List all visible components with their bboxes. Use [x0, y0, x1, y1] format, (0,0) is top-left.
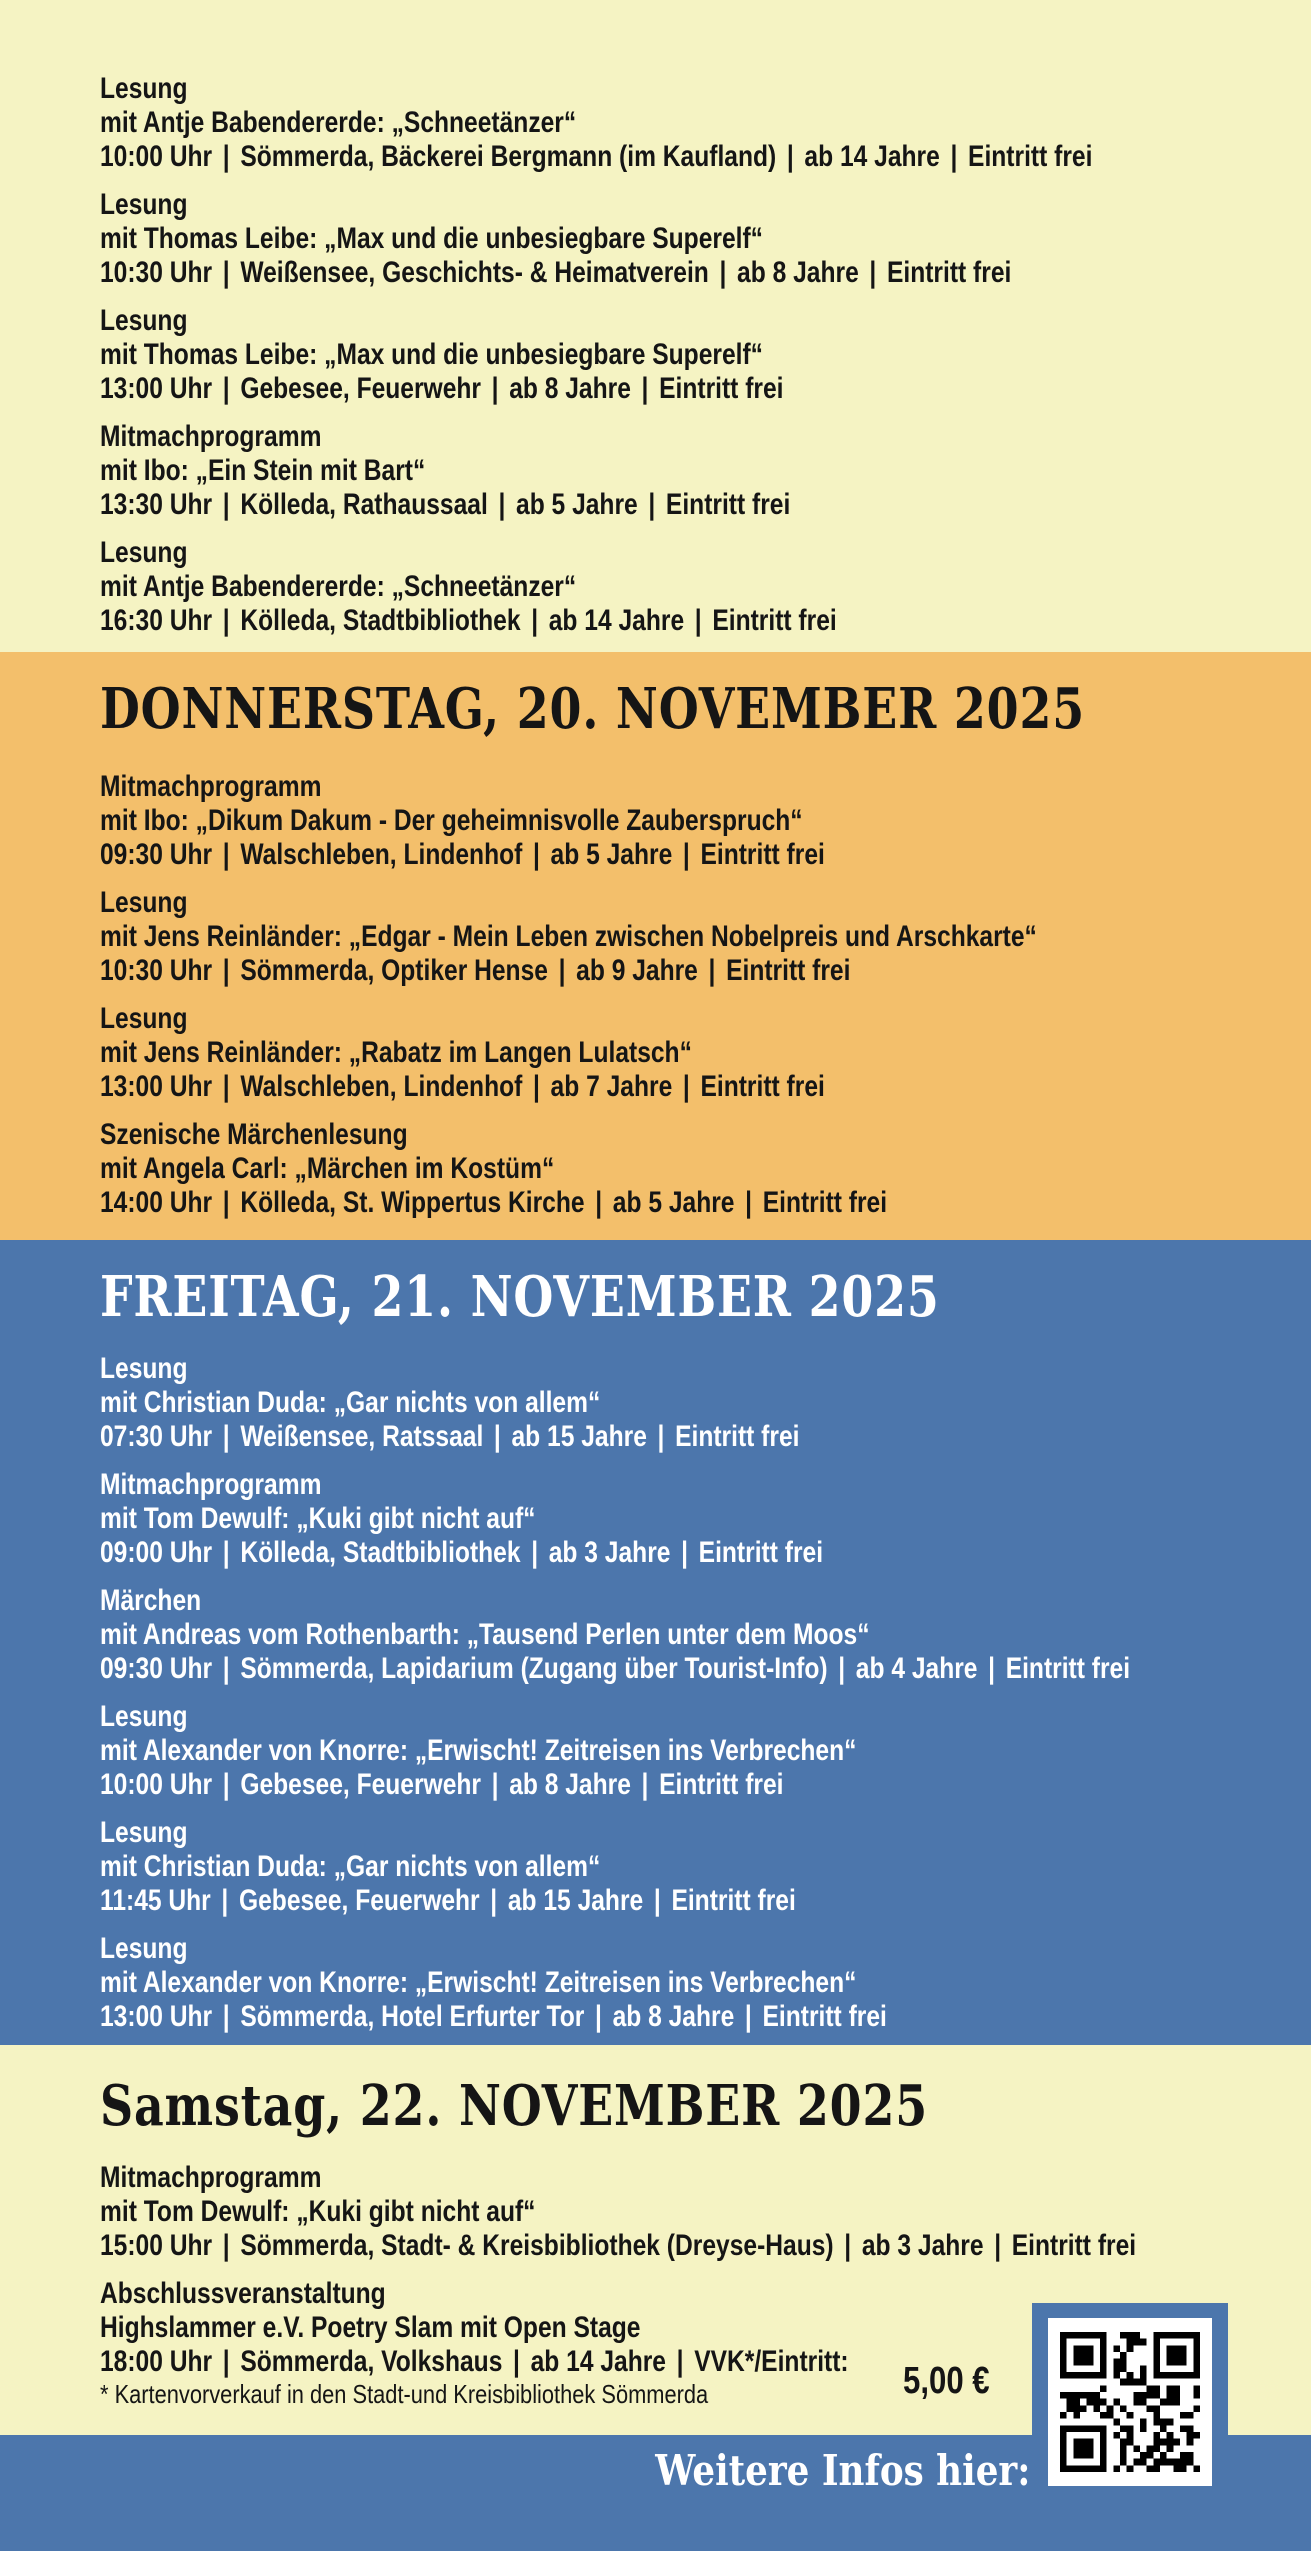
event-title: mit Christian Duda: „Gar nichts von allem“: [100, 1850, 601, 1883]
event-price: Eintritt frei: [968, 140, 1093, 173]
event-location: Weißensee, Geschichts- & Heimatverein: [240, 256, 709, 289]
event-location: Gebesee, Feuerwehr: [240, 372, 481, 405]
pipe-separator: |: [491, 372, 499, 405]
event-price: Eintritt frei: [665, 488, 791, 521]
event-category: Lesung: [100, 536, 188, 569]
event-details: [100, 1420, 799, 1454]
section-friday: [0, 1240, 1311, 2045]
pipe-separator: |: [531, 1536, 539, 1569]
day-header: Samstag, 22. NOVEMBER 2025: [100, 2073, 928, 2139]
pipe-separator: |: [869, 256, 877, 289]
event-age: ab 3 Jahre: [548, 1536, 671, 1569]
event-title-line: [100, 1152, 1311, 1186]
event-details-line: [100, 1420, 1311, 1454]
event-age: ab 14 Jahre: [804, 140, 940, 173]
event-title-line: [100, 1734, 1311, 1768]
event-age: ab 8 Jahre: [612, 2000, 735, 2033]
event-price: Eintritt frei: [698, 1536, 824, 1569]
event-details: [100, 1536, 823, 1570]
event-time: 09:30 Uhr: [100, 838, 213, 871]
event-details: [100, 488, 790, 522]
event-location: Sömmerda, Bäckerei Bergmann (im Kaufland): [240, 140, 777, 173]
event-details-line: [100, 372, 1311, 406]
event-details-line: [100, 604, 1311, 638]
pipe-separator: |: [222, 1768, 230, 1801]
pipe-separator: |: [641, 372, 649, 405]
event-title: mit Ibo: „Ein Stein mit Bart“: [100, 454, 426, 487]
event-category-line: [100, 1584, 1311, 1618]
event-item: [100, 72, 1311, 174]
event-details: [100, 2229, 1136, 2263]
event-price: VVK*/Eintritt:: [694, 2345, 849, 2378]
event-title-line: [100, 1502, 1311, 1536]
event-location: Kölleda, Rathaussaal: [240, 488, 488, 521]
event-age: ab 5 Jahre: [516, 488, 638, 521]
event-price: Eintritt frei: [1011, 2229, 1137, 2262]
event-time: 18:00 Uhr: [100, 2345, 213, 2378]
event-age: ab 8 Jahre: [737, 256, 859, 289]
pipe-separator: |: [222, 2229, 230, 2262]
event-category-line: [100, 886, 1311, 920]
event-category-line: [100, 72, 1311, 106]
event-title: Highslammer e.V. Poetry Slam mit Open Stage: [100, 2311, 641, 2344]
event-details-line: [100, 256, 1311, 290]
event-title-line: [100, 106, 1311, 140]
pipe-separator: |: [221, 1884, 229, 1917]
pipe-separator: |: [694, 604, 702, 637]
event-list: [0, 0, 1311, 638]
event-item: [100, 1118, 1311, 1220]
event-title-line: [100, 1850, 1311, 1884]
qr-code-image: [1060, 2332, 1200, 2472]
event-list: [0, 740, 1311, 1220]
day-header: FREITAG, 21. NOVEMBER 2025: [100, 1264, 940, 1330]
event-title: mit Antje Babendererde: „Schneetänzer“: [100, 106, 577, 139]
event-details: [100, 838, 825, 872]
event-title: mit Tom Dewulf: „Kuki gibt nicht auf“: [100, 2195, 536, 2228]
event-title-line: [100, 454, 1311, 488]
event-age: ab 8 Jahre: [509, 1768, 631, 1801]
event-category-line: [100, 1700, 1311, 1734]
event-item: [100, 1002, 1311, 1104]
event-category-line: [100, 770, 1311, 804]
event-category: Lesung: [100, 1932, 188, 1965]
event-time: 13:00 Uhr: [100, 1070, 213, 1103]
event-time: 14:00 Uhr: [100, 1186, 213, 1219]
pipe-separator: |: [222, 1186, 230, 1219]
event-title-line: [100, 1036, 1311, 1070]
event-item: [100, 2161, 1311, 2263]
event-price: Eintritt frei: [659, 372, 784, 405]
event-location: Kölleda, Stadtbibliothek: [240, 604, 521, 637]
pipe-separator: |: [222, 838, 230, 871]
event-details-line: [100, 1070, 1311, 1104]
event-age: ab 7 Jahre: [550, 1070, 673, 1103]
event-details: [100, 954, 850, 988]
event-title-line: [100, 804, 1311, 838]
event-details: [100, 2000, 887, 2034]
pipe-separator: |: [786, 140, 794, 173]
event-title: mit Christian Duda: „Gar nichts von allem“: [100, 1386, 601, 1419]
event-title-line: [100, 920, 1311, 954]
event-title: mit Alexander von Knorre: „Erwischt! Zeitreisen ins Verbrechen“: [100, 1966, 857, 1999]
event-price: Eintritt frei: [886, 256, 1012, 289]
event-category-line: [100, 2161, 1311, 2195]
event-item: [100, 1932, 1311, 2034]
event-category: Lesung: [100, 886, 188, 919]
event-category: Lesung: [100, 188, 188, 221]
section-wednesday-continued: [0, 0, 1311, 652]
event-time: 10:00 Uhr: [100, 1768, 213, 1801]
event-category: Mitmachprogramm: [100, 420, 322, 453]
pipe-separator: |: [222, 1536, 230, 1569]
event-time: 13:00 Uhr: [100, 372, 213, 405]
pipe-separator: |: [681, 1536, 689, 1569]
event-details: [100, 1070, 825, 1104]
event-age: ab 14 Jahre: [530, 2345, 666, 2378]
event-price: Eintritt frei: [1005, 1652, 1131, 1685]
pipe-separator: |: [532, 1070, 540, 1103]
pipe-separator: |: [222, 488, 230, 521]
event-title-line: [100, 1618, 1311, 1652]
event-title: mit Jens Reinländer: „Rabatz im Langen Lulatsch“: [100, 1036, 692, 1069]
event-location: Walschleben, Lindenhof: [240, 838, 523, 871]
event-details: [100, 2345, 849, 2379]
event-details: [100, 1884, 796, 1918]
event-item: [100, 420, 1311, 522]
pipe-separator: |: [595, 2000, 602, 2033]
pipe-separator: |: [222, 1652, 230, 1685]
event-details: [100, 1186, 887, 1220]
event-location: Sömmerda, Volkshaus: [240, 2345, 503, 2378]
event-age: ab 3 Jahre: [861, 2229, 984, 2262]
event-location: Sömmerda, Stadt- & Kreisbibliothek (Dreyse-Haus): [240, 2229, 834, 2262]
event-location: Sömmerda, Optiker Hense: [240, 954, 548, 987]
event-category: Mitmachprogramm: [100, 2161, 322, 2194]
event-category: Lesung: [100, 1816, 188, 1849]
ticket-presale-footnote: * Kartenvorverkauf in den Stadt-und Kreisbibliothek Sömmerda: [100, 2379, 709, 2409]
event-item: [100, 1816, 1311, 1918]
pipe-separator: |: [222, 604, 230, 637]
event-title: mit Alexander von Knorre: „Erwischt! Zeitreisen ins Verbrechen“: [100, 1734, 857, 1767]
event-category: Lesung: [100, 72, 188, 105]
event-price: Eintritt frei: [762, 2000, 887, 2033]
event-item: [100, 1468, 1311, 1570]
event-time: 13:00 Uhr: [100, 2000, 213, 2033]
pipe-separator: |: [844, 2229, 852, 2262]
event-price: Eintritt frei: [659, 1768, 784, 1801]
pipe-separator: |: [719, 256, 727, 289]
pipe-separator: |: [648, 488, 656, 521]
event-time: 09:00 Uhr: [100, 1536, 213, 1569]
event-title-line: [100, 2195, 1311, 2229]
event-title-line: [100, 1966, 1311, 2000]
event-item: [100, 886, 1311, 988]
pipe-separator: |: [838, 1652, 846, 1685]
event-details-line: [100, 1768, 1311, 1802]
pipe-separator: |: [493, 1420, 501, 1453]
event-category-line: [100, 188, 1311, 222]
event-title: mit Angela Carl: „Märchen im Kostüm“: [100, 1152, 555, 1185]
event-category: Mitmachprogramm: [100, 1468, 322, 1501]
event-category-line: [100, 304, 1311, 338]
event-details-line: [100, 1186, 1311, 1220]
event-details-line: [100, 488, 1311, 522]
more-info-label: Weitere Infos hier:: [654, 2446, 1030, 2495]
event-location: Kölleda, St. Wippertus Kirche: [240, 1186, 585, 1219]
event-price: Eintritt frei: [726, 954, 851, 987]
event-age: ab 4 Jahre: [855, 1652, 978, 1685]
event-details-line: [100, 1536, 1311, 1570]
event-price: Eintritt frei: [700, 1070, 825, 1103]
pipe-separator: |: [653, 1884, 661, 1917]
pipe-separator: |: [641, 1768, 649, 1801]
event-title: mit Tom Dewulf: „Kuki gibt nicht auf“: [100, 1502, 536, 1535]
event-category-line: [100, 1352, 1311, 1386]
event-price: Eintritt frei: [700, 838, 825, 871]
pipe-separator: |: [531, 604, 539, 637]
event-time: 11:45 Uhr: [100, 1884, 211, 1917]
event-title-line: [100, 570, 1311, 604]
event-location: Kölleda, Stadtbibliothek: [240, 1536, 521, 1569]
event-title: mit Antje Babendererde: „Schneetänzer“: [100, 570, 577, 603]
event-item: [100, 536, 1311, 638]
day-header: DONNERSTAG, 20. NOVEMBER 2025: [100, 676, 1085, 742]
pipe-separator: |: [744, 2000, 752, 2033]
event-title: mit Thomas Leibe: „Max und die unbesiegbare Superelf“: [100, 222, 763, 255]
event-title-line: [100, 338, 1311, 372]
event-price: Eintritt frei: [671, 1884, 796, 1917]
event-title: mit Andreas vom Rothenbarth: „Tausend Perlen unter dem Moos“: [100, 1618, 870, 1651]
pipe-separator: |: [513, 2345, 520, 2378]
event-details: [100, 140, 1092, 174]
event-title-line: [100, 1386, 1311, 1420]
event-category: Mitmachprogramm: [100, 770, 322, 803]
pipe-separator: |: [558, 954, 566, 987]
pipe-separator: |: [676, 2345, 684, 2378]
event-location: Weißensee, Ratssaal: [240, 1420, 484, 1453]
event-item: [100, 304, 1311, 406]
event-details: [100, 1768, 783, 1802]
qr-code: [1048, 2318, 1212, 2486]
event-location: Gebesee, Feuerwehr: [238, 1884, 480, 1917]
pipe-separator: |: [222, 954, 230, 987]
event-location: Gebesee, Feuerwehr: [240, 1768, 481, 1801]
pipe-separator: |: [222, 1420, 230, 1453]
event-category-line: [100, 420, 1311, 454]
event-age: ab 15 Jahre: [507, 1884, 644, 1917]
event-price: Eintritt frei: [675, 1420, 800, 1453]
event-category: Märchen: [100, 1584, 202, 1617]
event-details: [100, 1652, 1130, 1686]
pipe-separator: |: [222, 2000, 230, 2033]
event-category-line: [100, 1002, 1311, 1036]
event-location: Sömmerda, Lapidarium (Zugang über Tourist-Info): [240, 1652, 828, 1685]
event-location: Sömmerda, Hotel Erfurter Tor: [240, 2000, 585, 2033]
event-category-line: [100, 1932, 1311, 1966]
pipe-separator: |: [682, 838, 690, 871]
event-details-line: [100, 2229, 1311, 2263]
event-category: Lesung: [100, 1352, 188, 1385]
event-details-line: [100, 954, 1311, 988]
pipe-separator: |: [994, 2229, 1002, 2262]
event-time: 07:30 Uhr: [100, 1420, 213, 1453]
event-category-line: [100, 1118, 1311, 1152]
event-category: Lesung: [100, 304, 188, 337]
event-price: Eintritt frei: [762, 1186, 888, 1219]
event-time: 10:30 Uhr: [100, 954, 213, 987]
pipe-separator: |: [498, 488, 506, 521]
event-price: Eintritt frei: [712, 604, 837, 637]
section-thursday: [0, 652, 1311, 1240]
event-category-line: [100, 1816, 1311, 1850]
event-title: mit Jens Reinländer: „Edgar - Mein Leben zwischen Nobelpreis und Arschkarte“: [100, 920, 1037, 953]
event-time: 10:30 Uhr: [100, 256, 213, 289]
pipe-separator: |: [222, 140, 230, 173]
pipe-separator: |: [490, 1884, 498, 1917]
event-category-line: [100, 1468, 1311, 1502]
event-details-line: [100, 140, 1311, 174]
event-item: [100, 1584, 1311, 1686]
pipe-separator: |: [222, 372, 230, 405]
event-title: mit Thomas Leibe: „Max und die unbesiegbare Superelf“: [100, 338, 763, 371]
pipe-separator: |: [222, 2345, 230, 2378]
pipe-separator: |: [532, 838, 540, 871]
event-details-line: [100, 2000, 1311, 2034]
event-category: Lesung: [100, 1002, 188, 1035]
event-age: ab 8 Jahre: [509, 372, 631, 405]
event-title-line: [100, 222, 1311, 256]
event-location: Walschleben, Lindenhof: [240, 1070, 523, 1103]
pipe-separator: |: [950, 140, 958, 173]
event-list: [0, 1328, 1311, 2034]
pipe-separator: |: [682, 1070, 690, 1103]
pipe-separator: |: [708, 954, 716, 987]
event-time: 09:30 Uhr: [100, 1652, 213, 1685]
event-category-line: [100, 536, 1311, 570]
pipe-separator: |: [657, 1420, 665, 1453]
event-age: ab 5 Jahre: [550, 838, 673, 871]
event-details: [100, 604, 837, 638]
event-age: ab 15 Jahre: [511, 1420, 647, 1453]
pipe-separator: |: [222, 256, 230, 289]
event-item: [100, 1352, 1311, 1454]
event-details: [100, 372, 783, 406]
event-category: Szenische Märchenlesung: [100, 1118, 408, 1151]
event-time: 13:30 Uhr: [100, 488, 213, 521]
event-details-line: [100, 1884, 1311, 1918]
event-details-line: [100, 1652, 1311, 1686]
event-age: ab 14 Jahre: [548, 604, 685, 637]
event-details: [100, 256, 1011, 290]
event-time: 10:00 Uhr: [100, 140, 213, 173]
pipe-separator: |: [745, 1186, 753, 1219]
event-category: Abschlussveranstaltung: [100, 2277, 386, 2310]
pipe-separator: |: [988, 1652, 996, 1685]
event-time: 15:00 Uhr: [100, 2229, 213, 2262]
event-title: mit Ibo: „Dikum Dakum - Der geheimnisvolle Zauberspruch“: [100, 804, 803, 837]
event-time: 16:30 Uhr: [100, 604, 213, 637]
ticket-price: 5,00 €: [903, 2360, 990, 2402]
event-category: Lesung: [100, 1700, 188, 1733]
pipe-separator: |: [222, 1070, 230, 1103]
event-item: [100, 188, 1311, 290]
event-item: [100, 770, 1311, 872]
event-item: [100, 1700, 1311, 1802]
event-details-line: [100, 838, 1311, 872]
event-age: ab 5 Jahre: [612, 1186, 735, 1219]
pipe-separator: |: [595, 1186, 603, 1219]
pipe-separator: |: [491, 1768, 499, 1801]
event-age: ab 9 Jahre: [576, 954, 698, 987]
